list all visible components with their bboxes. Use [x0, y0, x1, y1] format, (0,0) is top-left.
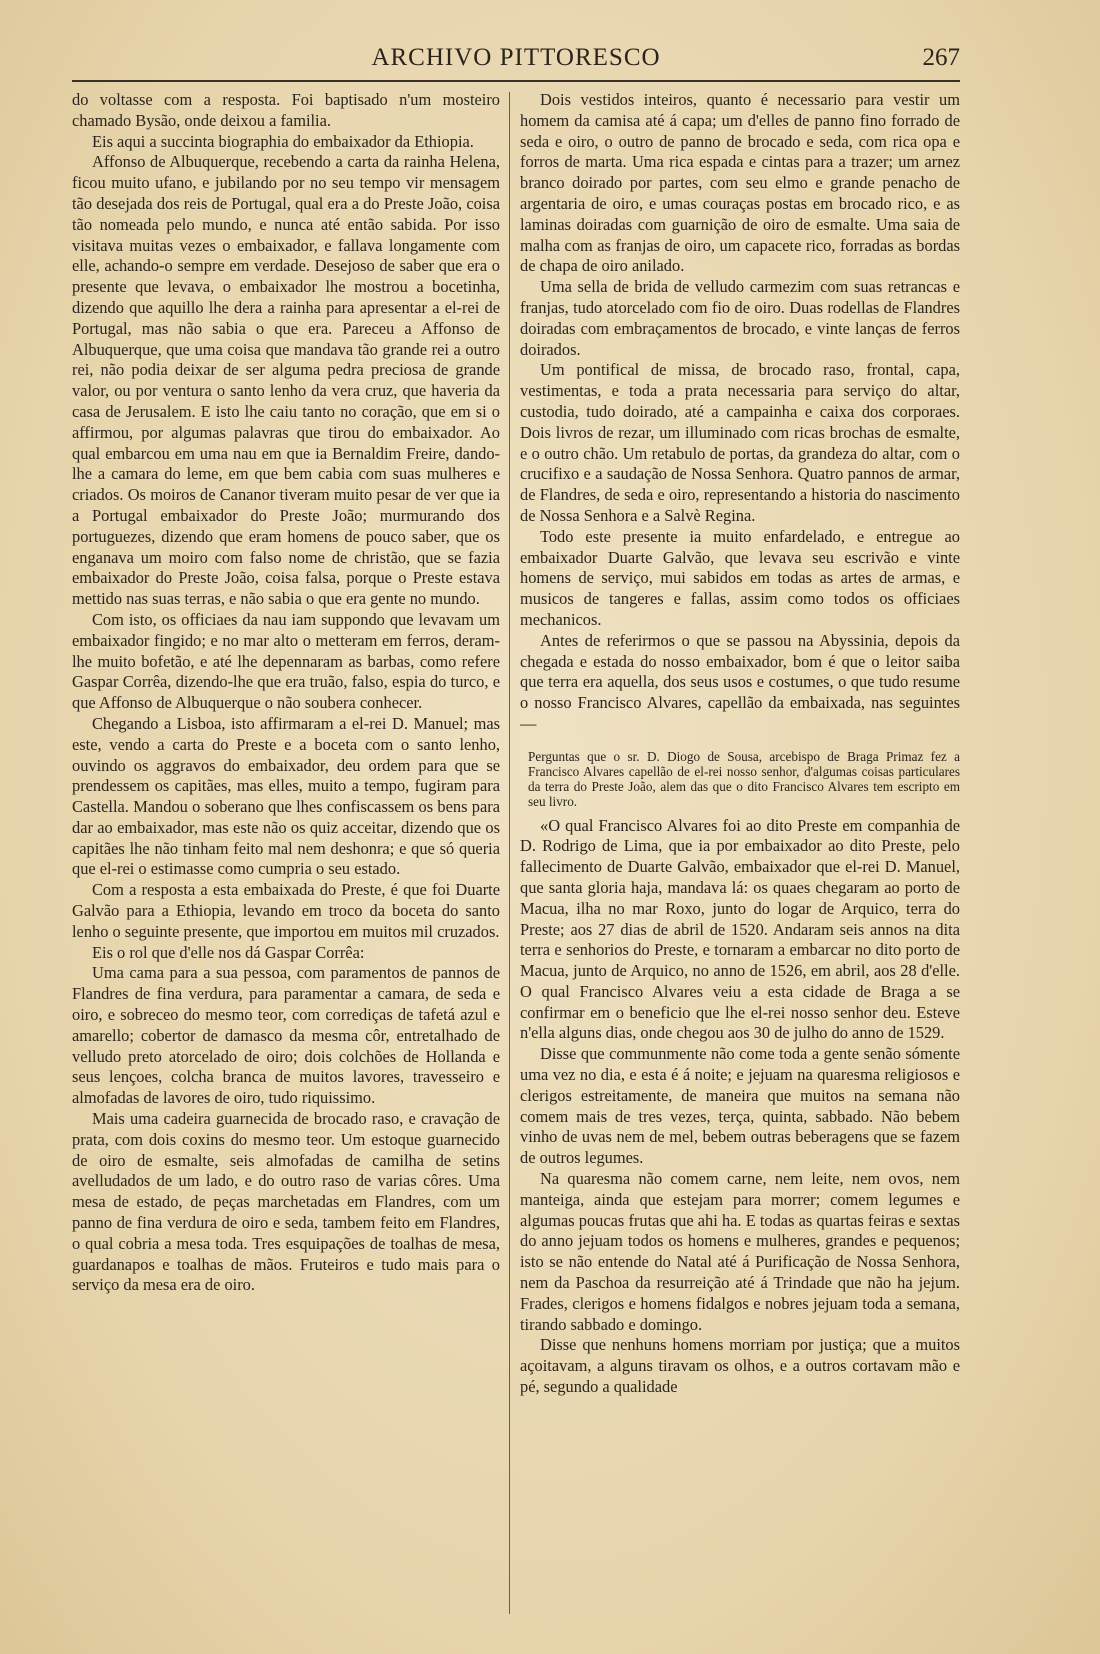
column-divider — [509, 92, 510, 1614]
paragraph: Na quaresma não comem carne, nem leite, nem ovos, nem manteiga, ainda que estejam para morrer; comem legumes e algumas poucas frutas que ahi ha. E todas as quartas feiras e sextas do anno jejuam todos os homens e mulheres, grandes e pequenos; isto se não entende do Natal até á Purificação de Nossa Senhora, nem da Paschoa da resurreição até á Trindade que não ha jejum. Frades, clerigos e homens fidalgos e nobres jejuam toda a semana, tirando sabbado e domingo. — [520, 1169, 960, 1334]
paragraph: Eis aqui a succinta biographia do embaixador da Ethiopia. — [92, 131, 474, 151]
paragraph: Mais uma cadeira guarnecida de brocado raso, e cravação de prata, com dois coxins do mesmo teor. Um estoque guarnecido de oiro de esmalte, seis almofadas de camilha de setins avelludados de um lado, e do outro raso de varias côres. Uma mesa de estado, de peças marchetadas em Flandres, com um panno de fina verdura de oiro e seda, tambem feito em Flandres, o qual cobria a mesa toda. Tres esquipações de toalhas de mesa, guardanapos e toalhas de mãos. Fruteiros e tudo mais para o serviço da mesa era de oiro. — [72, 1109, 500, 1295]
section-note: Perguntas que o sr. D. Diogo de Sousa, arcebispo de Braga Primaz fez a Francisco Alvares capellão de el-rei nosso senhor, d'algumas coisas particulares da terra do Preste João, alem das que o dito Francisco Alvares tem escripto em seu livro. — [528, 748, 960, 810]
paragraph: Disse que communmente não come toda a gente senão sómente uma vez no dia, e esta é á noite; e jejuam na quaresma religiosos e clerigos estreitamente, de maneira que muitos na semana não comem mais de tres vezes, terça, quinta, sabbado. Não bebem vinho de uvas nem de mel, bebem outras beberagens que se fazem de outros legumes. — [520, 1044, 960, 1168]
paragraph: Com a resposta a esta embaixada do Preste, é que foi Duarte Galvão para a Ethiopia, levando em troco da boceta do santo lenho o seguinte presente, que importou em muitos mil cruzados. — [72, 880, 500, 941]
paragraph: Antes de referirmos o que se passou na Abyssinia, depois da chegada e estada do nosso embaixador, bom é que o leitor saiba que terra era aquella, dos seus usos e costumes, o que tudo resume o nosso Francisco Alvares, capellão da embaixada, nas seguintes — — [520, 630, 960, 733]
paragraph: Affonso de Albuquerque, recebendo a carta da rainha Helena, ficou muito ufano, e jubilando por no seu tempo vir mensagem tão desejada dos reis de Portugal, qual era a do Preste João, coisa tão nomeada pelo mundo, e nunca até então sabida. Por isso visitava muitas vezes o embaixador, e fallava longamente com elle, achando-o sempre em verdade. Desejoso de saber que era o presente que levava, o embaixador lhe mostrou a bocetinha, dizendo que aquillo lhe dera a rainha para apresentar a el-rei de Portugal, mas não sabia o que era. Pareceu a Affonso de Albuquerque, que uma coisa que mandava tão grande rei a outro rei, não podia deixar de ser alguma pedra preciosa de grande valor, ou por ventura o santo lenho da vera cruz, que haveria da casa de Jerusalem. E isto lhe caiu tanto no coração, que em si o affirmou, por algumas palavras que tirou do embaixador. Ao qual embarcou em uma nau em que ia Bernaldim Freire, dando-lhe a camara do leme, em que bem cabia com suas mulheres e criados. Os moiros de Cananor tiveram muito pesar de ver que ia a Portugal embaixador do Preste João; murmurando dos portuguezes, dizendo que eram homens de pouco saber, que os enganava um moiro com falso nome de christão, que se fazia embaixador do Preste João, coisa falsa, porque o Preste estava mettido nas suas terras, e não sabia o que era gente no mundo. — [72, 152, 500, 609]
paragraph: Todo este presente ia muito enfardelado, e entregue ao embaixador Duarte Galvão, que levava seu escrivão e vinte homens de serviço, mui sabidos em todas as artes de armas, e musicos de tangeres e fallas, assim como todos os officiaes mechanicos. — [520, 526, 960, 629]
right-column — [520, 90, 960, 1616]
paragraph: Chegando a Lisboa, isto affirmaram a el-rei D. Manuel; mas este, vendo a carta do Preste e a boceta com o santo lenho, ouvindo os aggravos do embaixador, deu ordem para que se prendessem os capitães, mas elles, muito a tempo, fugiram para Castella. Mandou o soberano que lhes confiscassem os bens para dar ao embaixador, mas este não os quiz acceitar, dizendo que os capitães lhe não tinham feito mal nem deshonra; e que só queria que el-rei o estimasse como cumpria o seu estado. — [72, 713, 500, 879]
paragraph: Eis o rol que d'elle nos dá Gaspar Corrêa: — [92, 942, 365, 962]
paragraph: Dois vestidos inteiros, quanto é necessario para vestir um homem da camisa até á capa; um d'elles de panno fino forrado de seda e oiro, o outro de panno de brocado e seda, com rica opa e forros de marta. Uma rica espada e cintas para a trazer; um arnez branco doirado por partes, com seu elmo e grande penacho de argentaria de oiro, e umas couraças postas em brocado rico, e as laminas doiradas com guarnição de oiro de esmalte. Uma saia de malha com as franjas de oiro, um capacete rico, forradas as bordas de chapa de oiro anilado. — [520, 90, 960, 276]
paragraph: Um pontifical de missa, de brocado raso, frontal, capa, vestimentas, e toda a prata necessaria para serviço do altar, custodia, tudo doirado, até a campainha e caixa dos corporaes. Dois livros de rezar, um illuminado com ricas brochas de esmalte, e o outro chão. Um retabulo de portas, da grandeza do altar, com o crucifixo e a saudação de Nossa Senhora. Quatro pannos de armar, de Flandres, de seda e oiro, representando a historia do nascimento de Nossa Senhora e a Salvè Regina. — [520, 360, 960, 525]
paragraph: Disse que nenhuns homens morriam por justiça; que a muitos açoitavam, a alguns tiravam os olhos, e a outros cortavam mão e pé, segundo a qualidade — [520, 1335, 960, 1397]
running-title: ARCHIVO PITTORESCO — [371, 44, 661, 71]
paragraph: Com isto, os officiaes da nau iam suppondo que levavam um embaixador fingido; e no mar alto o metteram em ferros, deram-lhe muito bofetão, e até lhe depennaram as barbas, como refere Gaspar Corrêa, dizendo-lhe que era truão, falso, espia do turco, e que Affonso de Albuquerque o não soubera conhecer. — [72, 609, 500, 713]
paragraph: do voltasse com a resposta. Foi baptisado n'um mosteiro chamado Bysão, onde deixou a familia. — [72, 90, 500, 130]
left-column — [72, 90, 500, 1616]
page-header — [72, 40, 960, 78]
paragraph: Uma cama para a sua pessoa, com paramentos de pannos de Flandres de fina verdura, para paramentar a camara, de seda e oiro, e sobreceo do mesmo teor, com corrediças de tafetá azul e amarello; cobertor de damasco da mesma côr, entretalhado de velludo preto atorcelado de oiro; dois colchões de Hollanda e seus lençoes, colcha branca de muitos lavores, travesseiro e almofadas de lavores de oiro, tudo riquissimo. — [72, 963, 500, 1108]
paragraph: Uma sella de brida de velludo carmezim com suas retrancas e franjas, tudo atorcelado com fio de oiro. Duas rodellas de Flandres doiradas com embraçamentos de brocado, e vinte lanças de ferros doirados. — [520, 277, 960, 359]
page-number: 267 — [922, 44, 960, 71]
paragraph: «O qual Francisco Alvares foi ao dito Preste em companhia de D. Rodrigo de Lima, que ia por embaixador ao dito Preste, pelo fallecimento de Duarte Galvão, embaixador que el-rei D. Manuel, que santa gloria haja, mandava lá: os quaes chegaram ao porto de Macua, ilha no mar Roxo, junto do logar de Arquico, terra do Preste; aos 27 dias de abril de 1520. Andaram seis annos na dita terra e senhorios do Preste, e tornaram a embarcar no dito porto de Macua, junto de Arquico, no anno de 1526, em abril, aos 28 d'elle. O qual Francisco Alvares veiu a esta cidade de Braga a se confirmar em o beneficio que lhe el-rei nosso senhor deu. Esteve n'ella alguns dias, onde chegou aos 30 de julho do anno de 1529. — [520, 815, 960, 1043]
header-rule — [72, 80, 960, 82]
